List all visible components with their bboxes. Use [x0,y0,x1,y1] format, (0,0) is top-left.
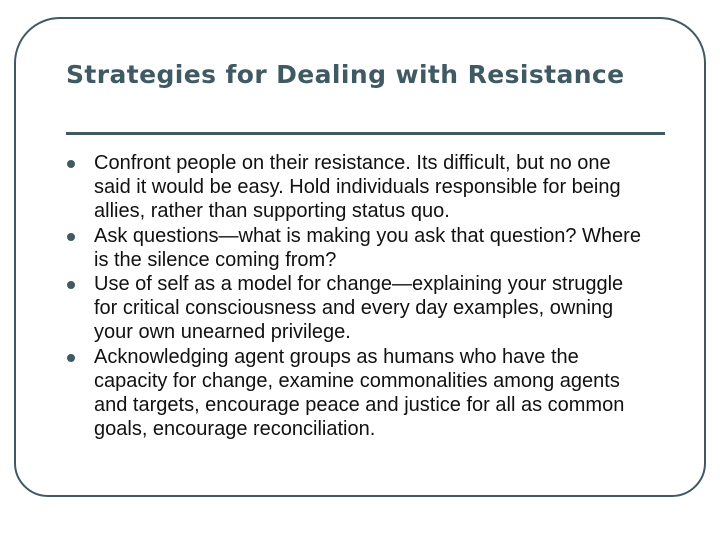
bullet-icon [67,281,75,289]
bullet-text: Ask questions—what is making you ask that question? Where is the silence coming from? [94,224,641,271]
bullet-item [66,224,646,272]
bullet-icon [67,160,75,168]
bullet-item [66,272,646,345]
bullet-list [66,151,646,441]
bullet-icon [67,233,75,241]
bullet-text: Use of self as a model for change—explaining your struggle for critical consciousness and every day examples, owning your own unearned privilege. [94,273,624,344]
slide-title: Strategies for Dealing with Resistance [66,60,625,89]
bullet-item [66,345,646,442]
bullet-text: Confront people on their resistance. Its difficult, but no one said it would be easy. Hold individuals responsible for being allies, rather than supporting status quo. [94,152,621,223]
bullet-item [66,151,646,224]
title-divider [66,132,665,135]
bullet-text: Acknowledging agent groups as humans who have the capacity for change, examine commonalities among agents and targets, encourage peace and justice for all as common goals, encourage reconciliation. [94,345,625,441]
bullet-icon [67,354,75,362]
